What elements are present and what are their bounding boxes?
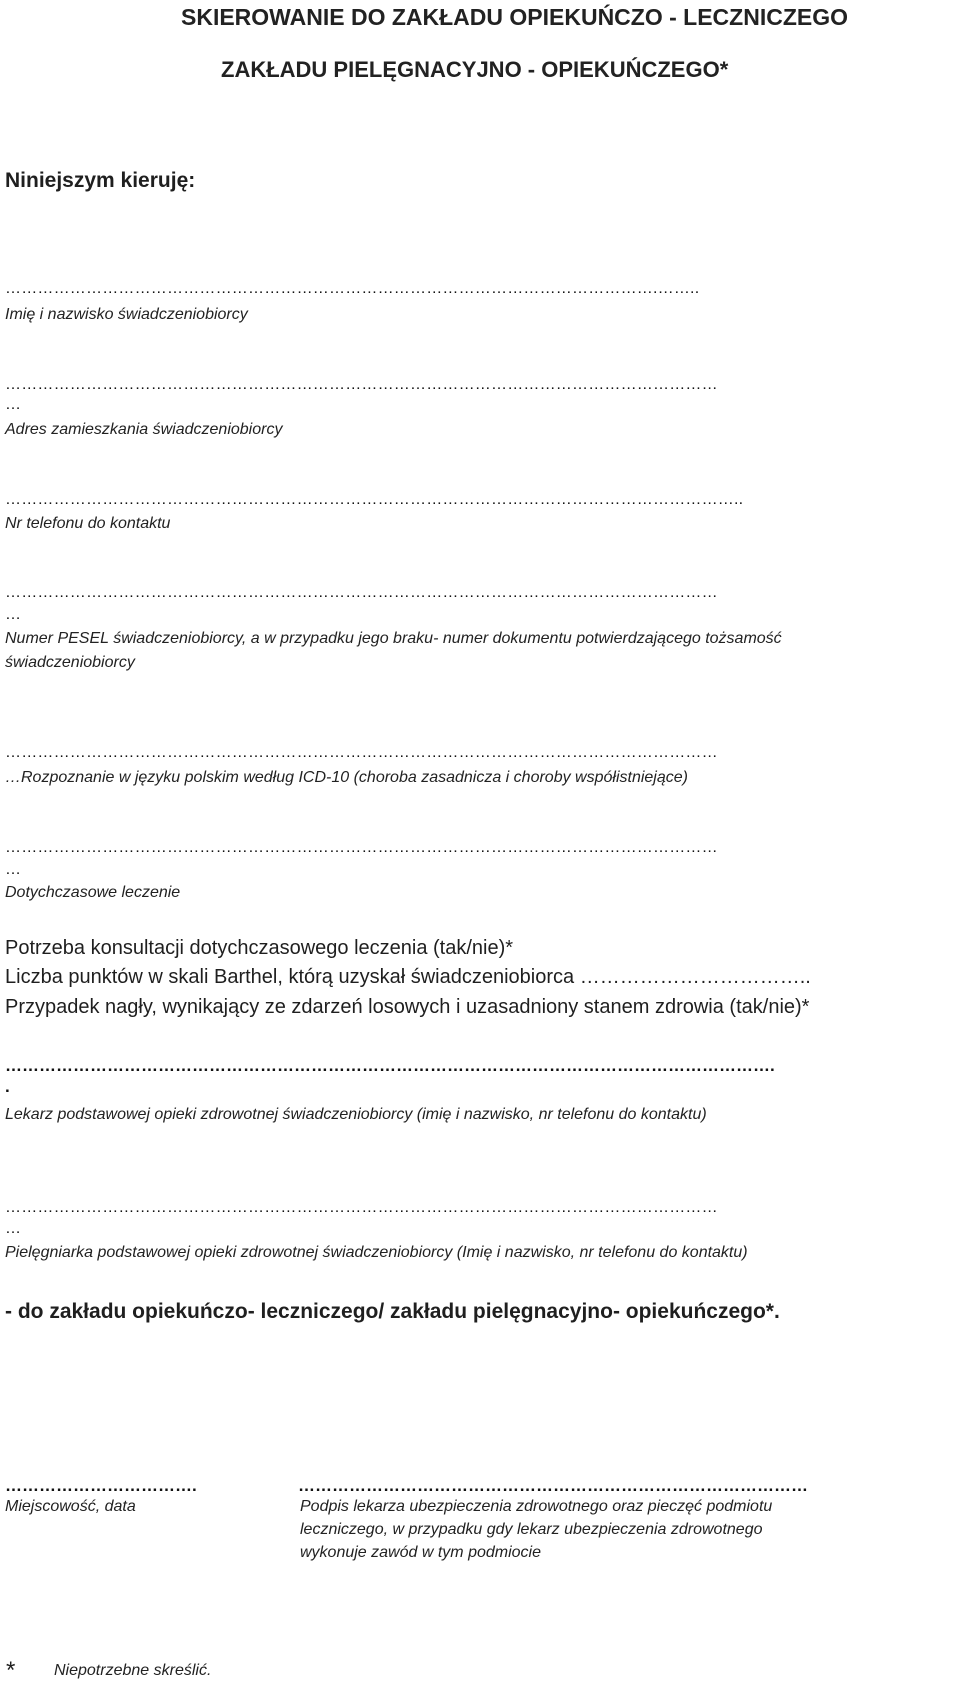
address-field[interactable]: …………………………………………………………………………………………………………………… xyxy=(5,377,718,393)
treatment-field-continuation: … xyxy=(5,862,22,878)
diagnosis-field[interactable]: …………………………………………………………………………………………………………………… xyxy=(5,745,718,761)
place-date-field[interactable]: ……………………………. xyxy=(5,1477,197,1494)
barthel-question: Liczba punktów w skali Barthel, którą uzyskał świadczeniobiorca …………………………….. xyxy=(5,966,811,988)
doctor-field[interactable]: ………………………………………………………………………………………………………………………. xyxy=(5,1057,775,1074)
signature-caption-line3: wykonuje zawód w tym podmiocie xyxy=(300,1544,541,1561)
diagnosis-caption: …Rozpoznanie w języku polskim według ICD-10 (choroba zasadnicza i choroby współistniejące) xyxy=(5,769,688,786)
destination-text: - do zakładu opiekuńczo- leczniczego/ zakładu pielęgnacyjno- opiekuńczego*. xyxy=(5,1300,780,1323)
signature-caption-line2: leczniczego, w przypadku gdy lekarz ubezpieczenia zdrowotnego xyxy=(300,1521,763,1538)
signature-caption-line1: Podpis lekarza ubezpieczenia zdrowotnego oraz pieczęć podmiotu xyxy=(300,1498,773,1515)
footnote-star: * xyxy=(5,1657,15,1684)
pesel-caption: Numer PESEL świadczeniobiorcy, a w przypadku jego braku- numer dokumentu potwierdzającego tożsamość xyxy=(5,630,782,647)
doctor-caption: Lekarz podstawowej opieki zdrowotnej świadczeniobiorcy (imię i nazwisko, nr telefonu do kontaktu) xyxy=(5,1106,707,1123)
phone-field[interactable]: ……………………………………………………………………………………………………………………….. xyxy=(5,492,744,508)
intro-text: Niniejszym kieruję: xyxy=(5,169,196,192)
name-caption: Imię i nazwisko świadczeniobiorcy xyxy=(5,306,248,323)
address-field-continuation: … xyxy=(5,397,22,413)
doctor-field-continuation: . xyxy=(5,1078,10,1095)
nurse-field-continuation: … xyxy=(5,1221,22,1237)
phone-caption: Nr telefonu do kontaktu xyxy=(5,515,171,532)
signature-field[interactable]: ……………………………………………………………………………… xyxy=(298,1477,808,1494)
address-caption: Adres zamieszkania świadczeniobiorcy xyxy=(5,421,283,438)
pesel-field[interactable]: …………………………………………………………………………………………………………………… xyxy=(5,585,718,601)
nurse-field[interactable]: …………………………………………………………………………………………………………………… xyxy=(5,1200,718,1216)
form-title: SKIEROWANIE DO ZAKŁADU OPIEKUŃCZO - LECZNICZEGO xyxy=(181,4,848,30)
emergency-question: Przypadek nagły, wynikający ze zdarzeń losowych i uzasadniony stanem zdrowia (tak/nie)* xyxy=(5,996,810,1018)
consultation-question: Potrzeba konsultacji dotychczasowego leczenia (tak/nie)* xyxy=(5,937,514,959)
treatment-field[interactable]: …………………………………………………………………………………………………………………… xyxy=(5,840,718,856)
pesel-field-continuation: … xyxy=(5,607,22,623)
name-field[interactable]: ………………………………………………………………………………………………………….…….. xyxy=(5,281,700,297)
place-date-caption: Miejscowość, data xyxy=(5,1498,136,1515)
nurse-caption: Pielęgniarka podstawowej opieki zdrowotnej świadczeniobiorcy (Imię i nazwisko, nr telefonu do kontaktu) xyxy=(5,1244,748,1261)
footnote-text: Niepotrzebne skreślić. xyxy=(54,1662,212,1679)
treatment-caption: Dotychczasowe leczenie xyxy=(5,884,181,901)
pesel-caption-line2: świadczeniobiorcy xyxy=(5,654,135,671)
form-subtitle: ZAKŁADU PIELĘGNACYJNO - OPIEKUŃCZEGO* xyxy=(221,57,729,82)
